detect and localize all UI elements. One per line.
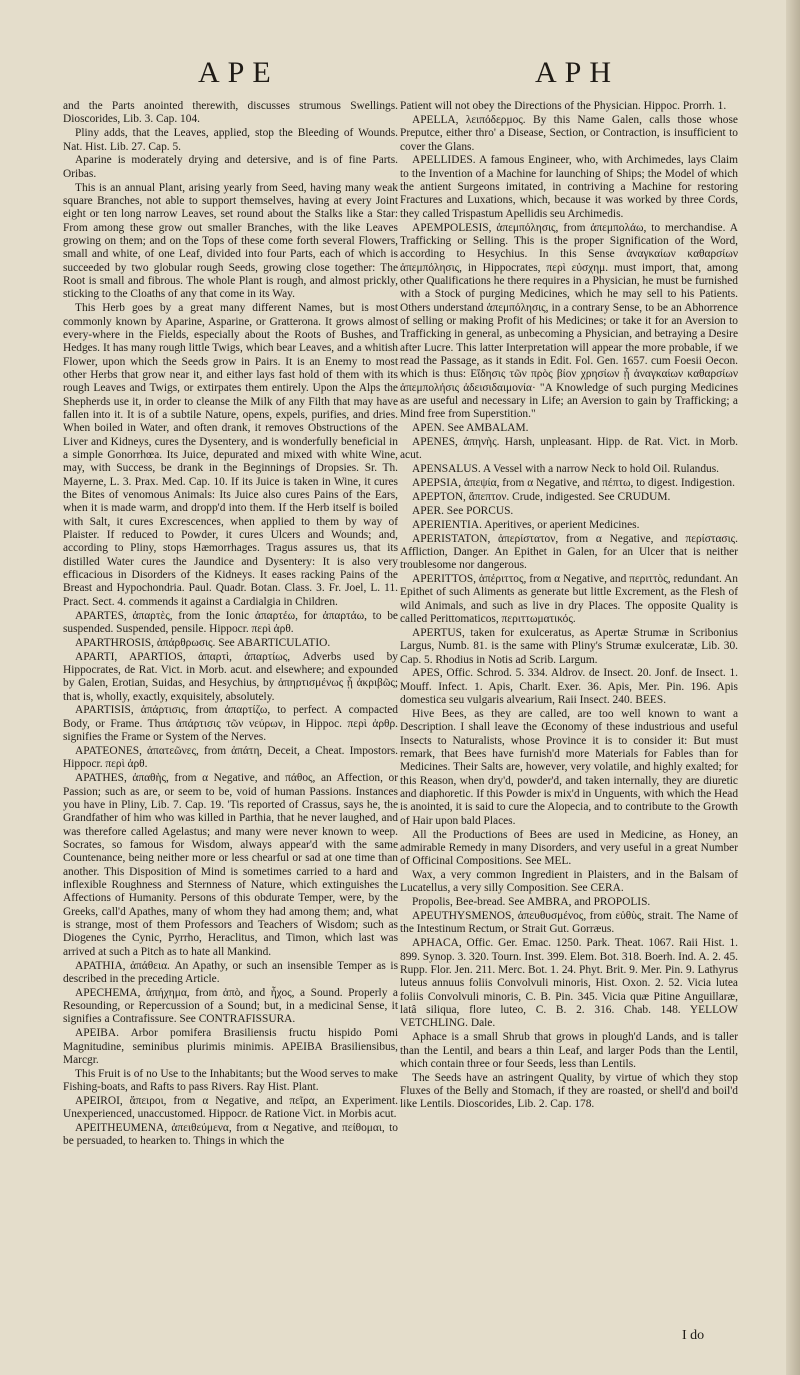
paragraph: APATEONES, ἀπατεῶνες, from ἀπάτη, Deceit, a Cheat. Impostors. Hippocr. περὶ ἀρθ. — [63, 745, 398, 771]
paragraph: APERISTATON, ἀπερίστατον, from α Negative, and περίστασις. Affliction, Danger. An Epithet in Galen, for an Ulcer that is neither troublesome nor dangerous. — [400, 532, 738, 572]
paragraph: APARTISIS, ἀπάρτισις, from ἀπαρτίζω, to perfect. A compacted Body, or Frame. Thus ἀπάρτισις τῶν νεύρων, in Hippoc. περὶ ἀρθρ. signifies the Frame or System of the Nerves. — [63, 704, 398, 744]
paragraph: APHACA, Offic. Ger. Emac. 1250. Park. Theat. 1067. Raii Hist. 1. 899. Synop. 3. 320. Tourn. Inst. 399. Elem. Bot. 318. Boerh. Ind. A. 2. 45. Rupp. Flor. Jen. 211. Merc. Bot. 1. 24. Phyt. Brit. 9. Mer. Pin. 9. Lathyrus luteus annuus foliis Convolvuli minoris, Hist. Oxon. 2. 52. Vicia lutea foliis Convolvuli minoris, C. B. Pin. 345. Vicia quæ Pitine Anguillaræ, latâ siliqua, flore luteo, C. B. 2. 316. Chab. 148. YELLOW VETCHLING. Dale. — [400, 937, 738, 1030]
running-head-right: APH — [535, 56, 620, 89]
paragraph: Aparine is moderately drying and detersive, and is of fine Parts. Oribas. — [63, 154, 398, 180]
paragraph: All the Productions of Bees are used in Medicine, as Honey, an admirable Remedy in many Disorders, and very useful in a great Number of Officinal Compositions. See MEL. — [400, 828, 738, 868]
paragraph: APER. See PORCUS. — [412, 504, 514, 517]
paragraph: Propolis, Bee-bread. See AMBRA, and PROPOLIS. — [412, 896, 651, 909]
paragraph: APEPSIA, ἀπεψία, from α Negative, and πέπτω, to digest. Indigestion. — [412, 477, 735, 490]
paragraph: APEITHEUMENA, ἀπειθεύμενα, from α Negative, and πείθομαι, to be persuaded, to hearken to. Things in which the — [63, 1122, 398, 1148]
paragraph: Hive Bees, as they are called, are too well known to want a Description. I shall leave the Œconomy of these industrious and useful Insects to Naturalists, whose Province it is to consider it: But must remark, that Bees have furnish'd more Materials for Fables than for Medicines. Their Salts are, however, very volatile, and highly exalted; for this Reason, when dry'd, powder'd, and taken internally, they are diuretic and diaphoretic. If this Powder is mix'd in Unguents, with which the Head is anointed, it is said to cure the Alopecia, and to contribute to the Growth of Hair upon bald Places. — [400, 707, 738, 827]
paragraph: This is an annual Plant, arising yearly from Seed, having many weak square Branches, not able to support themselves, having at every Joint eight or ten long narrow Leaves, set round about the Stalks like a Star: From among these grow out smaller Branches, with the like Leaves growing on them; and on the Tops of these come forth several Flowers, small and white, of one Leaf, divided into four Parts, each of which is succeeded by two globular rough Seeds, growing close together: The Root is small and fibrous. The whole Plant is rough, and almost prickly, sticking to the Cloaths of any that come in its Way. — [63, 181, 398, 301]
paragraph: APARTES, ἀπαρτὲς, from the Ionic ἀπαρτέω, for ἀπαρτάω, to be suspended. Suspended, pensile. Hippocr. περὶ ἀρθ. — [63, 609, 398, 635]
paragraph: APEPTON, ἄπεπτον. Crude, indigested. See CRUDUM. — [412, 490, 671, 503]
paragraph: APELLIDES. A famous Engineer, who, with Archimedes, lays Claim to the Invention of a Machine for launching of Ships; the Model of which the antient Surgeons imitated, in contriving a Machine for restoring Fractures and Luxations, which, because it was worked by three Cords, they called Trispastum Apellidis seu Archimedis. — [400, 154, 738, 220]
left-column — [63, 100, 398, 1320]
paragraph: This Herb goes by a great many different Names, but is most commonly known by Aparine, Asparine, or Gratterona. It grows almost every-where in the Fields, especially about the Roots of Bushes, and Hedges. It has many rough little Twigs, which bear Leaves, and a whitish Flower, upon which the Seeds grow in Pairs. It is an Enemy to most other Herbs that grow near it, and either lays fast hold of them with its rough Leaves and Twigs, or extirpates them entirely. Upon the Alps the Shepherds use it, in order to cleanse the Milk of any Filth that may have fallen into it. It is of a subtile Nature, opens, expels, purifies, and dries. When boiled in Water, and often drank, it removes Obstructions of the Liver and Kidneys, cures the Dysentery, and is wonderfully beneficial in a simple Gonorrhœa. Its Juice, depurated and mixed with white Wine, may, with Success, be drank in the Beginnings of Dropsies. Sr. Th. Mayerne, L. 3. Prax. Med. Cap. 10. If its Juice is taken in Wine, it cures the Bites of venomous Animals: Its Juice also cures Pains of the Ears, when it is made warm, and dropp'd into them. If the Herb itself is boiled with Salt, it cures Excrescences, when applied to them by way of Plaister. If reduced to Powder, it cures Ulcers and Wounds; and, according to Pliny, stops Hæmorrhages. Tragus assures us, that its distilled Water cures the Jaundice and Dysentery: It is also very efficacious in Disorders of the Kidneys. It eases racking Pains of the Breast and Hypochondria. Paul. Quadr. Botan. Class. 3. Fr. Joel, L. 11. Pract. Sect. 4. commends it against a Cardialgia in Children. — [63, 302, 398, 608]
paragraph: and the Parts anointed therewith, discusses strumous Swellings. Dioscorides, Lib. 3. Cap. 104. — [63, 100, 398, 126]
paragraph: APERIENTIA. Aperitives, or aperient Medicines. — [412, 518, 640, 531]
paragraph: APELLA, λειπόδερμος. By this Name Galen, calls those whose Preputce, either thro' a Disease, Section, or Contraction, is insufficient to cover the Glans. — [400, 113, 738, 153]
paragraph: APEMPOLESIS, ἀπεμπόλησις, from ἀπεμπολάω, to merchandise. A Trafficking or Selling. This is the proper Signification of the Word, according to Hesychius. In this Sense ἀναγκαίων καθαρσίων ἀπεμπόλησις, in Hippocrates, περὶ εὐσχημ. must import, that, among other Qualifications he there requires in a Physician, he must be furnished with a Stock of purging Medicines, which he may sell to his Patients. Others understand ἀπεμπόλησις, in a contrary Sense, to be an Abhorrence of selling or making Profit of his Medicines; or take it for an Aversion to Trafficking in general, as unbecoming a Physician, and betraying a Desire after Lucre. This latter Interpretation will appear the more probable, if we read the Passage, as it stands in Edit. Fol. Gen. 1657. cum Foesii Oecon. which is thus: Εἴδησις τῶν πρὸς βίον χρησίων ᾗ ἀναγκαίων καθαρσίων ἀπεμπολήσις ἀδεισιδαιμονία· "A Knowledge of such purging Medicines as are useful and necessary in Life; an Aversion to gain by Trafficking; a Mind free from Superstition." — [400, 221, 738, 421]
right-column — [400, 100, 738, 1320]
paragraph: APEUTHYSMENOS, ἀπευθυσμένος, from εὐθὺς, strait. The Name of the Intestinum Rectum, or Strait Gut. Gorræus. — [400, 910, 738, 936]
paragraph: APES, Offic. Schrod. 5. 334. Aldrov. de Insect. 20. Jonf. de Insect. 1. Mouff. Infect. 1. Apis, Charlt. Exer. 36. Apis, Mer. Pin. 196. Apis domestica seu vulgaris alvearium, Raii Insect. 240. BEES. — [400, 667, 738, 707]
paragraph: APENSALUS. A Vessel with a narrow Neck to hold Oil. Rulandus. — [412, 463, 720, 476]
paragraph: APEIROI, ἄπειροι, from α Negative, and πεῖρα, an Experiment. Unexperienced, unaccustomed. Hippocr. de Ratione Vict. in Morbis acut. — [63, 1094, 398, 1121]
paragraph: APEIBA. Arbor pomifera Brasiliensis fructu hispido Pomi Magnitudine, seminibus plurimis minimis. APEIBA Brasiliensibus, Marcgr. — [63, 1027, 398, 1066]
paragraph: Wax, a very common Ingredient in Plaisters, and in the Balsam of Lucatellus, a very silly Composition. See CERA. — [400, 869, 738, 895]
paragraph: APATHES, ἀπαθὴς, from α Negative, and πάθος, an Affection, or Passion; such as are, or seem to be, void of human Passions. Instances you have in Pliny, Lib. 7. Cap. 19. 'Tis reported of Crassus, says he, the Grandfather of him who was killed in Parthia, that he never laughed, and was therefore called Agelastus; and many were never known to weep. Socrates, so famous for Wisdom, always appear'd with the same Countenance, being neither more or less chearful or sad at one time than another. This Disposition of Mind is sometimes carried to a hard and inflexible Roughness and Sternness of Nature, which extinguishes the Affections of Humanity. Persons of this obdurate Temper, were, by the Greeks, call'd Apathes, many of whom they had among them; and, what is strange, most of them Professors and Teachers of Wisdom; such as Diogenes the Cynic, Pyrrho, Heraclitus, and Timon, which last was arrived at such a Pitch as to hate all Mankind. — [63, 772, 398, 958]
catchword: I do — [682, 1328, 705, 1343]
running-head-left: APE — [198, 56, 279, 89]
paragraph: APEN. See AMBALAM. — [412, 422, 529, 435]
paragraph: APARTHROSIS, ἀπάρθρωσις. See ABARTICULATIO. — [75, 636, 331, 649]
paragraph: APERITTOS, ἀπέριττος, from α Negative, and περιττὸς, redundant. An Epithet of such Aliments as generate but little Excrement, as the Flesh of wild Animals, and such as live in dry Places. The opposite Quality is called Perittomaticos, περιττωματικός. — [400, 573, 738, 626]
paragraph: Aphace is a small Shrub that grows in plough'd Lands, and is taller than the Lentil, and bears a thin Leaf, and larger Pods than the Lentil, which contain three or four Seeds, less than Lentils. — [400, 1031, 738, 1070]
page-edge — [786, 0, 800, 1375]
paragraph: APARTI, APARTIOS, ἀπαρτὶ, ἀπαρτίως, Adverbs used by Hippocrates, de Rat. Vict. in Morb. acut. and elsewhere; and expounded by Galen, Erotian, Suidas, and Hesychius, by ἀπηρτισμένως ᾗ ἀκριβῶς; that is, wholly, exactly, exquisitely, absolutely. — [63, 650, 398, 703]
paragraph: This Fruit is of no Use to the Inhabitants; but the Wood serves to make Fishing-boats, and Rafts to pass Rivers. Ray Hist. Plant. — [63, 1067, 398, 1094]
paragraph: Patient will not obey the Directions of the Physician. Hippoc. Prorrh. 1. — [400, 100, 727, 112]
paragraph: APATHIA, ἀπάθεια. An Apathy, or such an insensible Temper as is described in the preceding Article. — [63, 959, 398, 985]
paragraph: APERTUS, taken for exulceratus, as Apertæ Strumæ in Scribonius Largus, Numb. 81. is the same with Pliny's Strumæ exulceratæ, Lib. 30. Cap. 5. Rhodius in Notis ad Scrib. Largum. — [400, 626, 738, 666]
paragraph: Pliny adds, that the Leaves, applied, stop the Bleeding of Wounds. Nat. Hist. Lib. 27. Cap. 5. — [63, 127, 398, 153]
paragraph: APECHEMA, ἀπήχημα, from ἀπὸ, and ἦχος, a Sound. Properly a Resounding, or Repercussion of a Sound; but, in a medicinal Sense, it signifies a Contrafissure. See CONTRAFISSURA. — [63, 986, 398, 1026]
paragraph: The Seeds have an astringent Quality, by virtue of which they stop Fluxes of the Belly and Stomach, if they are roasted, or shell'd and boil'd like Lentils. Dioscorides, Lib. 2. Cap. 178. — [400, 1071, 738, 1111]
paragraph: APENES, ἀπηνὴς. Harsh, unpleasant. Hipp. de Rat. Vict. in Morb. acut. — [400, 436, 738, 462]
